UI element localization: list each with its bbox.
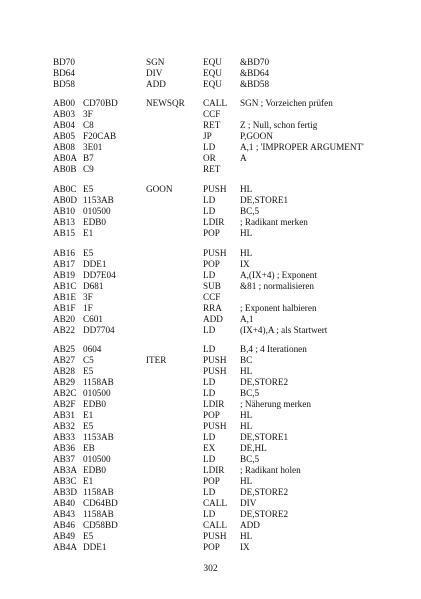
address: AB25 — [53, 344, 75, 354]
address: AB0B — [53, 164, 77, 174]
listing-line — [0, 120, 421, 131]
mnemonic: JP — [203, 131, 212, 141]
mnemonic: LDIR — [203, 217, 225, 227]
listing-line — [0, 410, 421, 421]
operand: SGN ; Vorzeichen prüfen — [240, 98, 333, 108]
address: AB46 — [53, 520, 75, 530]
address: AB0D — [53, 195, 77, 205]
listing-line — [0, 142, 421, 153]
operand: HL — [240, 248, 253, 258]
address: AB20 — [53, 314, 75, 324]
listing-line — [0, 314, 421, 325]
mnemonic: PUSH — [203, 248, 227, 258]
mnemonic: LDIR — [203, 399, 225, 409]
machine-code: 1158AB — [83, 487, 114, 497]
address: AB03 — [53, 109, 75, 119]
address: AB00 — [53, 98, 75, 108]
label: ITER — [146, 355, 167, 365]
operand: DE,STORE2 — [240, 377, 289, 387]
operand: HL — [240, 366, 253, 376]
page-number: 302 — [203, 564, 218, 574]
operand: BC,5 — [240, 206, 260, 216]
operand: HL — [240, 476, 253, 486]
mnemonic: LD — [203, 142, 216, 152]
listing-line — [0, 542, 421, 553]
operand: DE,STORE2 — [240, 487, 289, 497]
mnemonic: LD — [203, 206, 216, 216]
machine-code: F20CAB — [83, 131, 117, 141]
machine-code: 3F — [83, 292, 93, 302]
mnemonic: PUSH — [203, 421, 227, 431]
address: AB1C — [53, 281, 77, 291]
machine-code: EB — [83, 443, 95, 453]
operand: HL — [240, 228, 253, 238]
address: AB37 — [53, 454, 75, 464]
mnemonic: LD — [203, 377, 216, 387]
listing-line — [0, 259, 421, 270]
mnemonic: EX — [203, 443, 216, 453]
machine-code: C9 — [83, 164, 94, 174]
machine-code: EDB0 — [83, 399, 106, 409]
address: AB2C — [53, 388, 77, 398]
address: AB16 — [53, 248, 75, 258]
mnemonic: LD — [203, 325, 216, 335]
operand: ; Radikant holen — [240, 465, 301, 475]
mnemonic: CALL — [203, 98, 227, 108]
machine-code: 1153AB — [83, 195, 114, 205]
operand: ; Radikant merken — [240, 217, 308, 227]
operand: B,4 ; 4 Iterationen — [240, 344, 307, 354]
machine-code: 1153AB — [83, 432, 114, 442]
operand: BC — [240, 355, 253, 365]
machine-code: EDB0 — [83, 465, 106, 475]
address: AB3C — [53, 476, 77, 486]
operand: DE,STORE1 — [240, 432, 289, 442]
address: AB0C — [53, 184, 77, 194]
machine-code: E5 — [83, 248, 94, 258]
mnemonic: RET — [203, 120, 221, 130]
listing-line — [0, 476, 421, 487]
mnemonic: LD — [203, 270, 216, 280]
machine-code: CD64BD — [83, 498, 118, 508]
address: AB32 — [53, 421, 75, 431]
listing-line — [0, 399, 421, 410]
operand: A,1 ; 'IMPROPER ARGUMENT' — [240, 142, 364, 152]
listing-line — [0, 79, 421, 90]
mnemonic: CCF — [203, 292, 221, 302]
mnemonic: PUSH — [203, 184, 227, 194]
machine-code: E5 — [83, 366, 94, 376]
machine-code: E5 — [83, 531, 94, 541]
operand: (IX+4),A ; als Startwert — [240, 325, 328, 335]
mnemonic: CCF — [203, 109, 221, 119]
mnemonic: EQU — [203, 57, 222, 67]
label: DIV — [146, 68, 163, 78]
operand: A,(IX+4) ; Exponent — [240, 270, 317, 280]
label: SGN — [146, 57, 165, 67]
mnemonic: PUSH — [203, 355, 227, 365]
mnemonic: POP — [203, 410, 220, 420]
address: AB08 — [53, 142, 75, 152]
listing-line — [0, 281, 421, 292]
listing-line — [0, 355, 421, 366]
machine-code: E1 — [83, 228, 94, 238]
machine-code: EDB0 — [83, 217, 106, 227]
mnemonic: POP — [203, 259, 220, 269]
mnemonic: LD — [203, 344, 216, 354]
address: AB36 — [53, 443, 75, 453]
address: AB13 — [53, 217, 75, 227]
address: AB22 — [53, 325, 75, 335]
listing-line — [0, 465, 421, 476]
operand: DE,HL — [240, 443, 267, 453]
address: AB04 — [53, 120, 75, 130]
listing-line — [0, 377, 421, 388]
listing-line — [0, 432, 421, 443]
operand: &BD64 — [240, 68, 270, 78]
address: AB49 — [53, 531, 75, 541]
operand: BC,5 — [240, 454, 260, 464]
machine-code: E1 — [83, 410, 94, 420]
mnemonic: POP — [203, 228, 220, 238]
address: AB05 — [53, 131, 75, 141]
address: AB31 — [53, 410, 75, 420]
listing-line — [0, 131, 421, 142]
listing-line — [0, 325, 421, 336]
address: AB3D — [53, 487, 77, 497]
machine-code: 010500 — [83, 206, 111, 216]
operand: HL — [240, 410, 253, 420]
label: GOON — [146, 184, 173, 194]
operand: DE,STORE2 — [240, 509, 289, 519]
machine-code: C5 — [83, 355, 94, 365]
machine-code: C601 — [83, 314, 103, 324]
mnemonic: POP — [203, 542, 220, 552]
listing-line — [0, 164, 421, 175]
listing-line — [0, 421, 421, 432]
mnemonic: LD — [203, 509, 216, 519]
mnemonic: EQU — [203, 79, 222, 89]
machine-code: 0604 — [83, 344, 102, 354]
mnemonic: LD — [203, 195, 216, 205]
address: AB43 — [53, 509, 75, 519]
address: AB27 — [53, 355, 75, 365]
operand: &BD70 — [240, 57, 270, 67]
operand: ; Exponent halbieren — [240, 303, 317, 313]
machine-code: 1158AB — [83, 509, 114, 519]
operand: BC,5 — [240, 388, 260, 398]
listing-line — [0, 184, 421, 195]
operand: ; Näherung merken — [240, 399, 311, 409]
machine-code: C8 — [83, 120, 94, 130]
listing-line — [0, 68, 421, 79]
mnemonic: PUSH — [203, 531, 227, 541]
mnemonic: EQU — [203, 68, 222, 78]
address: BD64 — [53, 68, 75, 78]
mnemonic: RET — [203, 164, 221, 174]
machine-code: CD70BD — [83, 98, 118, 108]
operand: HL — [240, 421, 253, 431]
listing-line — [0, 109, 421, 120]
address: AB40 — [53, 498, 75, 508]
listing-line — [0, 344, 421, 355]
label: NEWSQR — [146, 98, 185, 108]
listing-line — [0, 509, 421, 520]
listing-line — [0, 270, 421, 281]
listing-line — [0, 206, 421, 217]
listing-line — [0, 195, 421, 206]
listing-line — [0, 498, 421, 509]
mnemonic: LD — [203, 432, 216, 442]
address: AB10 — [53, 206, 75, 216]
operand: Z ; Null, schon fertig — [240, 120, 318, 130]
listing-line — [0, 303, 421, 314]
listing-line — [0, 248, 421, 259]
address: AB3A — [53, 465, 77, 475]
mnemonic: ADD — [203, 314, 223, 324]
address: BD70 — [53, 57, 75, 67]
operand: HL — [240, 184, 253, 194]
address: AB1F — [53, 303, 76, 313]
operand: IX — [240, 259, 250, 269]
listing-line — [0, 217, 421, 228]
listing-line — [0, 520, 421, 531]
listing-line — [0, 98, 421, 109]
machine-code: DD7704 — [83, 325, 115, 335]
machine-code: 3F — [83, 109, 93, 119]
operand: ADD — [240, 520, 260, 530]
address: AB0A — [53, 153, 77, 163]
mnemonic: CALL — [203, 498, 227, 508]
machine-code: DD7E04 — [83, 270, 116, 280]
mnemonic: LD — [203, 454, 216, 464]
label: ADD — [146, 79, 166, 89]
listing-line — [0, 57, 421, 68]
address: BD58 — [53, 79, 75, 89]
address: AB33 — [53, 432, 75, 442]
machine-code: D681 — [83, 281, 104, 291]
listing-line — [0, 531, 421, 542]
operand: A — [240, 153, 247, 163]
operand: &BD58 — [240, 79, 270, 89]
machine-code: 010500 — [83, 388, 111, 398]
machine-code: CD58BD — [83, 520, 118, 530]
address: AB15 — [53, 228, 75, 238]
address: AB1E — [53, 292, 76, 302]
operand: &81 ; normalisieren — [240, 281, 314, 291]
machine-code: 1158AB — [83, 377, 114, 387]
mnemonic: LD — [203, 388, 216, 398]
machine-code: 3E01 — [83, 142, 103, 152]
operand: IX — [240, 542, 250, 552]
listing-line — [0, 153, 421, 164]
operand: A,1 — [240, 314, 254, 324]
address: AB17 — [53, 259, 75, 269]
address: AB28 — [53, 366, 75, 376]
mnemonic: RRA — [203, 303, 222, 313]
mnemonic: POP — [203, 476, 220, 486]
machine-code: DDE1 — [83, 542, 107, 552]
mnemonic: OR — [203, 153, 216, 163]
listing-line — [0, 454, 421, 465]
listing-line — [0, 443, 421, 454]
mnemonic: PUSH — [203, 366, 227, 376]
mnemonic: CALL — [203, 520, 227, 530]
mnemonic: SUB — [203, 281, 221, 291]
address: AB29 — [53, 377, 75, 387]
listing-line — [0, 292, 421, 303]
operand: DIV — [240, 498, 257, 508]
operand: HL — [240, 531, 253, 541]
mnemonic: LDIR — [203, 465, 225, 475]
machine-code: E5 — [83, 184, 94, 194]
address: AB2F — [53, 399, 76, 409]
machine-code: DDE1 — [83, 259, 107, 269]
address: AB19 — [53, 270, 75, 280]
listing-line — [0, 366, 421, 377]
operand: DE,STORE1 — [240, 195, 289, 205]
mnemonic: LD — [203, 487, 216, 497]
address: AB4A — [53, 542, 77, 552]
machine-code: E5 — [83, 421, 94, 431]
machine-code: B7 — [83, 153, 94, 163]
machine-code: 010500 — [83, 454, 111, 464]
operand: P,GOON — [240, 131, 273, 141]
listing-line — [0, 487, 421, 498]
listing-line — [0, 388, 421, 399]
machine-code: E1 — [83, 476, 94, 486]
listing-line — [0, 228, 421, 239]
machine-code: 1F — [83, 303, 93, 313]
